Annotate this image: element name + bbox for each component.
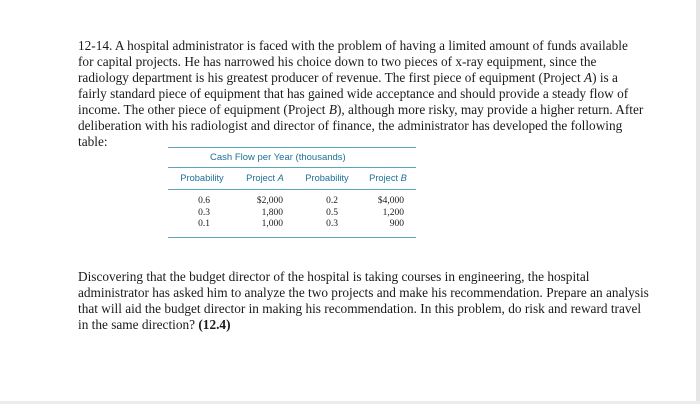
text-line <box>78 70 670 86</box>
project-b-letter: B <box>328 102 337 117</box>
text-line: that will aid the budget director in making his recommendation. In this problem, do risk and reward travel <box>78 301 642 316</box>
project-a-letter: A <box>583 70 593 85</box>
text-fragment: in the same direction? <box>78 317 199 332</box>
cell-prob-a: 0.1 <box>198 219 210 229</box>
cell-cash-b: 1,200 <box>382 207 404 218</box>
cell-cash-a: $2,000 <box>256 196 283 206</box>
table-header-row <box>168 168 416 189</box>
cell-prob-a: 0.3 <box>198 207 210 218</box>
cell-cash-a: 1,000 <box>261 219 283 229</box>
text-line <box>78 317 670 333</box>
cell-cash-a: 1,800 <box>261 207 283 218</box>
text-line: Discovering that the budget director of the hospital is taking courses in engineering, the hospital <box>78 269 590 284</box>
header-probability-a: Probability <box>180 173 224 183</box>
table-bottom-rule <box>168 237 416 238</box>
text-fragment: ), although more risky, may provide a higher return. After <box>336 102 644 117</box>
table-caption: Cash Flow per Year (thousands) <box>210 152 346 163</box>
cell-prob-b: 0.2 <box>326 196 338 206</box>
page-edge-shadow <box>696 0 700 404</box>
text-fragment: radiology department is his greatest producer of revenue. The first piece of equipment (Project <box>78 70 584 85</box>
text-line: table: <box>78 134 108 149</box>
text-line: 12-14. A hospital administrator is faced with the problem of having a limited amount of funds available <box>78 38 628 53</box>
text-fragment: income. The other piece of equipment (Project <box>78 102 329 117</box>
text-line <box>78 102 670 118</box>
text-line: fairly standard piece of equipment that has gained wide acceptance and should provide a steady flow of <box>78 86 629 101</box>
text-line: administrator has asked him to analyze the two projects and make his recommendation. Prepare an analysis <box>78 285 649 300</box>
section-reference: (12.4) <box>198 317 231 332</box>
header-project-a: Project A <box>246 173 284 183</box>
text-line: for capital projects. He has narrowed his choice down to two pieces of x-ray equipment, since the <box>78 54 597 69</box>
text-line: deliberation with his radiologist and director of finance, the administrator has developed the following <box>78 118 623 133</box>
cell-prob-a: 0.6 <box>198 196 210 206</box>
table-body <box>168 190 416 235</box>
cash-flow-table <box>168 147 416 238</box>
cell-cash-b: $4,000 <box>377 196 404 206</box>
table-row <box>168 219 416 231</box>
question-paragraph <box>78 269 670 333</box>
cell-cash-b: 900 <box>389 219 404 229</box>
cell-prob-b: 0.3 <box>326 219 338 229</box>
header-probability-b: Probability <box>305 173 349 183</box>
cell-prob-b: 0.5 <box>326 207 338 218</box>
table-row <box>168 208 416 220</box>
table-row <box>168 196 416 208</box>
text-fragment: ) is a <box>592 70 618 85</box>
problem-statement <box>78 38 670 150</box>
header-project-b: Project B <box>369 173 407 183</box>
